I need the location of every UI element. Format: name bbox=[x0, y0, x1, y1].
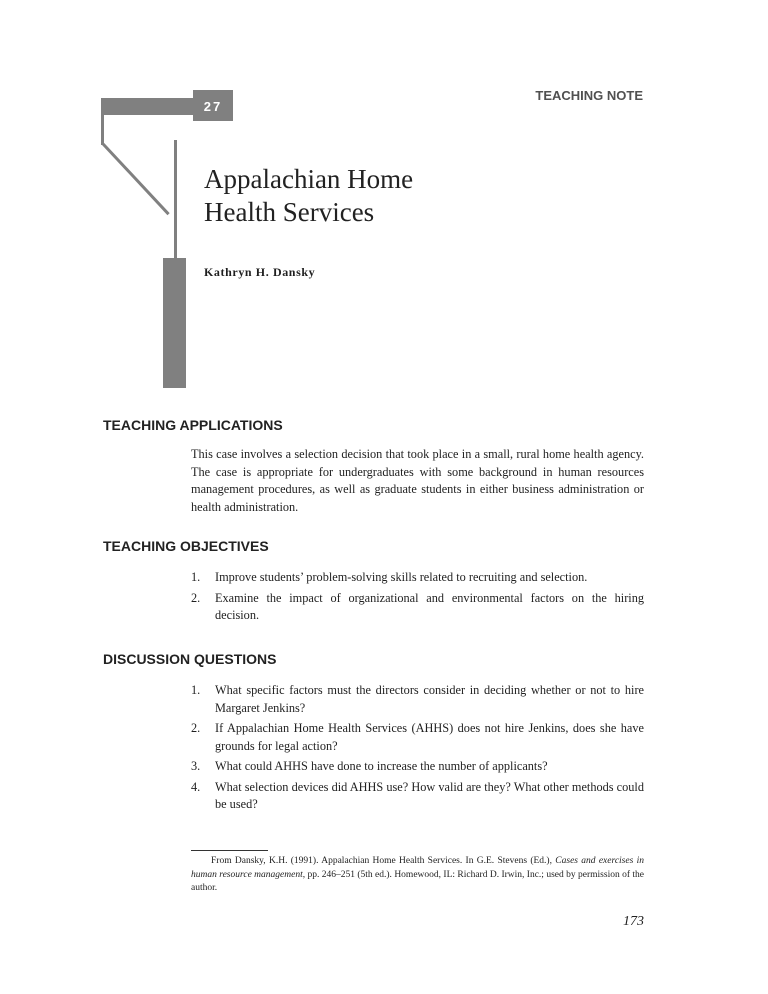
list-item bbox=[191, 569, 644, 587]
list-item-number: 2. bbox=[191, 590, 201, 605]
section-heading-questions: DISCUSSION QUESTIONS bbox=[103, 651, 277, 667]
chapter-number: 27 bbox=[203, 99, 223, 114]
list-item-text: What selection devices did AHHS use? How valid are they? What other methods could be used? bbox=[215, 779, 644, 811]
list-item bbox=[191, 682, 644, 717]
section-heading-applications: TEACHING APPLICATIONS bbox=[103, 417, 283, 433]
objectives-list bbox=[191, 569, 644, 625]
list-item-number: 1. bbox=[191, 570, 201, 584]
decorative-line-vertical bbox=[174, 140, 177, 260]
decorative-line-left bbox=[101, 115, 104, 145]
list-item-number: 3. bbox=[191, 759, 201, 773]
author-name: Kathryn H. Dansky bbox=[204, 265, 316, 279]
title-line-1: Appalachian Home bbox=[204, 164, 414, 194]
questions-list bbox=[191, 682, 644, 814]
decorative-line-diagonal bbox=[102, 143, 170, 215]
list-item-text: What could AHHS have done to increase the number of applicants? bbox=[215, 759, 548, 773]
applications-paragraph: This case involves a selection decision that took place in a small, rural home health agency. The case is appropriate for undergraduates with some background in human resources management procedures, as well as graduate students in either business administration or health administration. bbox=[191, 447, 644, 514]
list-item bbox=[191, 590, 644, 625]
footnote-text: From Dansky, K.H. (1991). Appalachian Home Health Services. In G.E. Stevens (Ed.), bbox=[211, 856, 556, 866]
list-item-text: What specific factors must the directors consider in deciding whether or not to hire Margaret Jenkins? bbox=[215, 683, 644, 715]
page-title bbox=[204, 163, 413, 229]
list-item-text: Improve students’ problem-solving skills related to recruiting and selection. bbox=[215, 570, 588, 584]
list-item-number: 4. bbox=[191, 779, 201, 794]
list-item-number: 2. bbox=[191, 721, 201, 735]
footnote bbox=[191, 855, 644, 896]
list-item bbox=[191, 720, 644, 755]
section-heading-objectives: TEACHING OBJECTIVES bbox=[103, 538, 269, 554]
list-item bbox=[191, 758, 644, 776]
list-item-number: 1. bbox=[191, 683, 201, 697]
footnote-book-title: Cases and exercises in human resource management bbox=[191, 856, 644, 880]
decorative-vertical-bar bbox=[163, 258, 186, 388]
list-item bbox=[191, 779, 644, 814]
list-item-text: Examine the impact of organizational and environmental factors on the hiring decision. bbox=[215, 590, 644, 622]
list-item-text: If Appalachian Home Health Services (AHHS) does not hire Jenkins, does she have grounds for legal action? bbox=[215, 721, 644, 753]
page-number: 173 bbox=[623, 914, 644, 929]
footnote-rule bbox=[191, 850, 268, 851]
footnote-text-end: , pp. 246–251 (5th ed.). Homewood, IL: Richard D. Irwin, Inc.; used by permission of the author. bbox=[191, 869, 644, 893]
teaching-note-label: TEACHING NOTE bbox=[535, 88, 643, 103]
title-line-2: Health Services bbox=[204, 197, 375, 227]
